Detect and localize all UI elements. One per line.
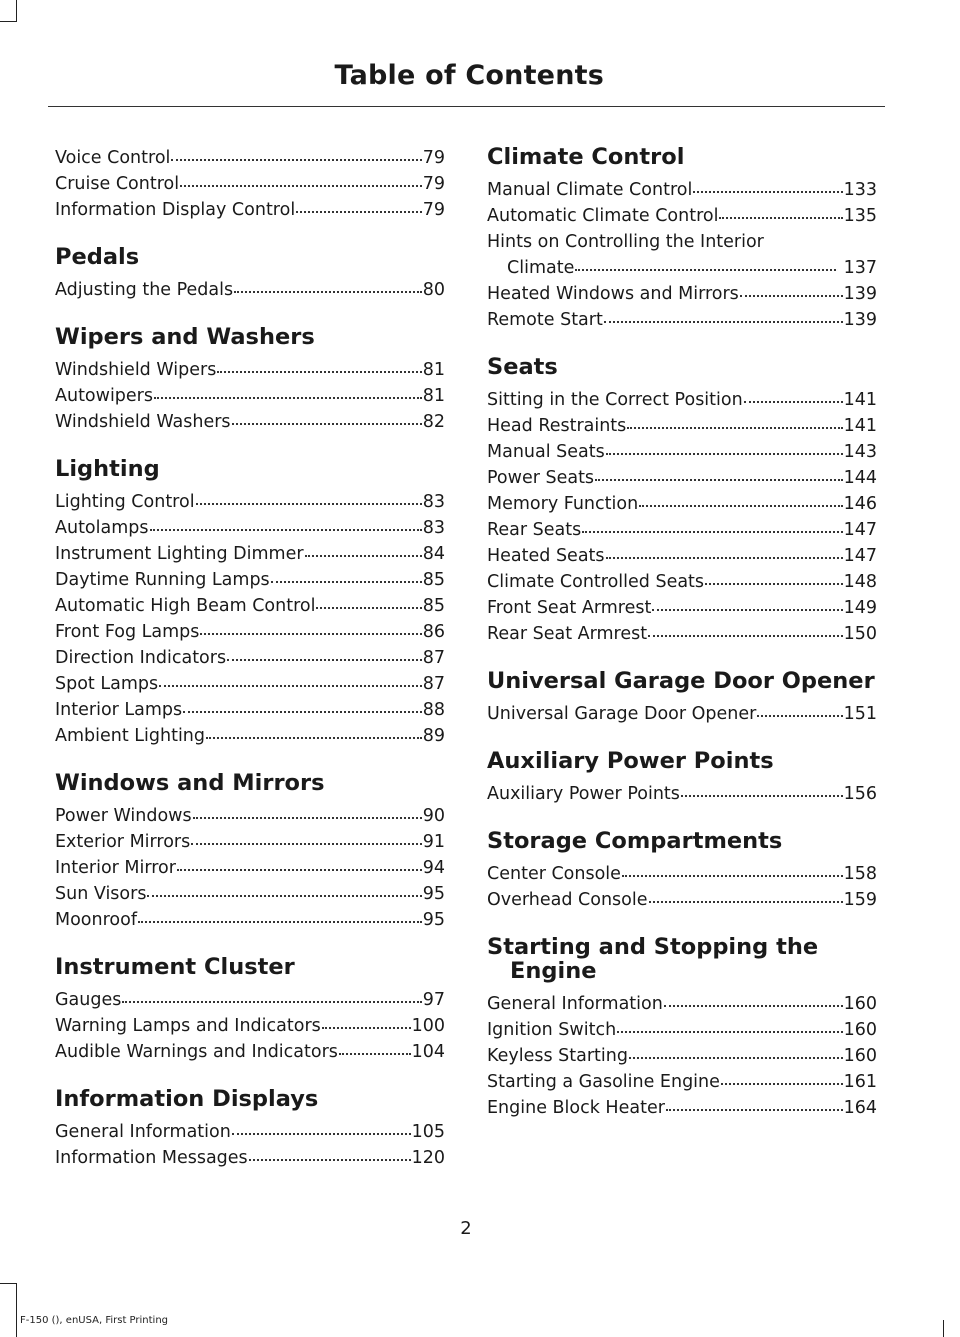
header-divider: [48, 106, 885, 107]
toc-entry-page: 141: [843, 416, 877, 436]
section-heading: Instrument Cluster: [55, 954, 295, 980]
toc-entry-page: 90: [422, 806, 445, 826]
leader-dots: [147, 894, 421, 897]
leader-dots: [639, 504, 842, 507]
toc-entry-title: Interior Mirror: [55, 858, 176, 878]
toc-entry-title: Heated Windows and Mirrors: [487, 284, 739, 304]
toc-entry[interactable]: [55, 697, 445, 723]
footer-edition-text: F-150 (), enUSA, First Printing: [20, 1315, 169, 1326]
leader-dots: [606, 556, 843, 559]
leader-dots: [150, 528, 422, 531]
toc-entry[interactable]: [55, 197, 445, 223]
leader-dots: [757, 714, 842, 717]
leader-dots: [296, 210, 422, 213]
leader-dots: [649, 900, 843, 903]
toc-entry[interactable]: [55, 671, 445, 697]
toc-entry[interactable]: [55, 593, 445, 619]
leader-dots: [200, 632, 421, 635]
toc-entry[interactable]: [487, 1069, 877, 1095]
toc-entry[interactable]: [55, 171, 445, 197]
leader-dots: [249, 1158, 411, 1161]
toc-entry-title: Spot Lamps: [55, 674, 159, 694]
toc-entry-title: Rear Seat Armrest: [487, 624, 648, 644]
crop-mark-top-left-v: [16, 0, 17, 22]
toc-entry[interactable]: [55, 1119, 445, 1145]
leader-dots: [595, 478, 843, 481]
toc-entry[interactable]: [55, 881, 445, 907]
toc-entry[interactable]: [487, 229, 877, 281]
toc-section: [487, 669, 877, 727]
toc-entry-title: Heated Seats: [487, 546, 605, 566]
toc-entry-title: Autowipers: [55, 386, 153, 406]
leader-dots: [122, 1000, 421, 1003]
section-gap: [487, 647, 877, 669]
toc-entry[interactable]: [55, 803, 445, 829]
toc-entry[interactable]: [55, 489, 445, 515]
crop-mark-bottom-left-h: [0, 1283, 17, 1284]
leader-dots: [681, 794, 843, 797]
crop-mark-bottom-right-v: [943, 1320, 944, 1337]
toc-entry-page: 95: [422, 910, 445, 930]
toc-entry-title: Climate Controlled Seats: [487, 572, 705, 592]
toc-entry-title: Starting a Gasoline Engine: [487, 1072, 720, 1092]
toc-entry[interactable]: [55, 855, 445, 881]
toc-entry-page: 105: [411, 1122, 445, 1142]
leader-dots: [664, 1004, 843, 1007]
leader-dots: [232, 1132, 411, 1135]
toc-entry[interactable]: [487, 887, 877, 913]
toc-entry[interactable]: [55, 829, 445, 855]
section-heading: Pedals: [55, 244, 140, 270]
toc-entry-title: Moonroof: [55, 910, 137, 930]
toc-entry-page: 81: [422, 360, 445, 380]
toc-entry[interactable]: [487, 595, 877, 621]
toc-entry-title: Manual Climate Control: [487, 180, 693, 200]
section-heading: Starting and Stopping the Engine: [487, 934, 819, 984]
section-gap: [487, 807, 877, 829]
toc-entry[interactable]: [55, 723, 445, 749]
toc-entry-page: 143: [843, 442, 877, 462]
toc-section: [487, 145, 877, 333]
toc-entry[interactable]: [487, 1017, 877, 1043]
toc-entry-page: 79: [422, 148, 445, 168]
toc-entry-page: 148: [843, 572, 877, 592]
toc-entry-page: 82: [422, 412, 445, 432]
toc-entry-page: 147: [843, 546, 877, 566]
toc-entry-title: Head Restraints: [487, 416, 627, 436]
leader-dots: [232, 422, 422, 425]
toc-entry[interactable]: [487, 491, 877, 517]
section-gap: [487, 727, 877, 749]
section-heading: Lighting: [55, 456, 160, 482]
leader-dots: [606, 452, 843, 455]
page-number: 2: [460, 1218, 472, 1239]
toc-entry-title: Sitting in the Correct Position: [487, 390, 743, 410]
toc-entry-title: Center Console: [487, 864, 621, 884]
leader-dots: [191, 842, 421, 845]
leader-dots: [582, 530, 842, 533]
toc-entry-page: 80: [422, 280, 445, 300]
toc-entry-title: Automatic Climate Control: [487, 206, 719, 226]
toc-entry-page: 156: [843, 784, 877, 804]
toc-entry-title: Gauges: [55, 990, 122, 1010]
leader-dots: [159, 684, 422, 687]
toc-entry[interactable]: [55, 1145, 445, 1171]
toc-section: [55, 771, 445, 933]
toc-entry-title: Ignition Switch: [487, 1020, 617, 1040]
toc-entry-title: General Information: [487, 994, 663, 1014]
toc-section: [55, 325, 445, 435]
toc-entry-page: 141: [843, 390, 877, 410]
toc-entry[interactable]: [487, 439, 877, 465]
toc-entry-title: Remote Start: [487, 310, 603, 330]
leader-dots: [180, 184, 422, 187]
section-heading: Information Displays: [55, 1086, 319, 1112]
toc-entry[interactable]: [55, 619, 445, 645]
leader-dots: [617, 1030, 842, 1033]
toc-entry-page: 150: [843, 624, 877, 644]
toc-entry[interactable]: [55, 541, 445, 567]
section-heading: Wipers and Washers: [55, 324, 315, 350]
leader-dots: [206, 736, 422, 739]
toc-entry-title: Sun Visors: [55, 884, 147, 904]
page-title: Table of Contents: [334, 60, 604, 91]
toc-entry-title: Rear Seats: [487, 520, 582, 540]
toc-entry-page: 94: [422, 858, 445, 878]
leader-dots: [234, 290, 422, 293]
toc-entry[interactable]: [487, 991, 877, 1017]
leader-dots: [622, 874, 843, 877]
toc-entry-page: 81: [422, 386, 445, 406]
toc-entry-title: Adjusting the Pedals: [55, 280, 234, 300]
leader-dots: [627, 426, 842, 429]
toc-entry-page: 85: [422, 570, 445, 590]
section-heading: Auxiliary Power Points: [487, 748, 774, 774]
leader-dots: [740, 294, 843, 297]
toc-entry-page: 139: [843, 284, 877, 304]
toc-entry-page: 159: [843, 890, 877, 910]
leader-dots: [305, 554, 422, 557]
toc-entry-title: Power Seats: [487, 468, 595, 488]
leader-dots: [183, 710, 422, 713]
toc-entry-title: Memory Function: [487, 494, 639, 514]
toc-entry-page: 137: [843, 258, 877, 278]
toc-entry[interactable]: [487, 387, 877, 413]
leader-dots: [721, 1082, 843, 1085]
toc-entry[interactable]: [487, 517, 877, 543]
section-gap: [487, 913, 877, 935]
toc-entry-title: Front Fog Lamps: [55, 622, 200, 642]
leader-dots: [652, 608, 842, 611]
leader-dots: [196, 502, 422, 505]
toc-entry[interactable]: [55, 409, 445, 435]
toc-entry[interactable]: [487, 861, 877, 887]
toc-entry-title: Manual Seats: [487, 442, 605, 462]
toc-entry-page: 160: [843, 1020, 877, 1040]
toc-section: [55, 955, 445, 1065]
toc-section: [487, 935, 877, 1121]
toc-entry[interactable]: [55, 907, 445, 933]
leader-dots: [138, 920, 422, 923]
leader-dots: [316, 606, 421, 609]
toc-entry-page: 86: [422, 622, 445, 642]
leader-dots: [705, 582, 843, 585]
toc-section: [487, 829, 877, 913]
leader-dots: [322, 1026, 411, 1029]
toc-entry-title: Windshield Wipers: [55, 360, 217, 380]
toc-entry-page: 83: [422, 492, 445, 512]
toc-section: [55, 145, 445, 223]
toc-entry[interactable]: [55, 515, 445, 541]
toc-entry-title: Automatic High Beam Control: [55, 596, 316, 616]
toc-entry-page: 97: [422, 990, 445, 1010]
toc-entry-page: 120: [411, 1148, 445, 1168]
toc-entry-title: Overhead Console: [487, 890, 648, 910]
toc-entry-page: 83: [422, 518, 445, 538]
toc-entry[interactable]: [55, 987, 445, 1013]
toc-entry-page: 88: [422, 700, 445, 720]
toc-entry-page: 146: [843, 494, 877, 514]
leader-dots: [693, 190, 842, 193]
toc-entry-title: Keyless Starting: [487, 1046, 628, 1066]
toc-entry-page: 144: [843, 468, 877, 488]
leader-dots: [648, 634, 842, 637]
toc-section: [55, 457, 445, 749]
toc-entry-title: Warning Lamps and Indicators: [55, 1016, 321, 1036]
leader-dots: [217, 370, 421, 373]
section-gap: [55, 933, 445, 955]
section-gap: [55, 1065, 445, 1087]
toc-entry[interactable]: [487, 203, 877, 229]
section-gap: [55, 435, 445, 457]
toc-entry-title: Universal Garage Door Opener: [487, 704, 757, 724]
toc-entry-page: 85: [422, 596, 445, 616]
leader-dots: [575, 268, 836, 271]
leader-dots: [177, 868, 422, 871]
toc-entry-title: General Information: [55, 1122, 231, 1142]
toc-entry[interactable]: [487, 1043, 877, 1069]
toc-entry[interactable]: [55, 567, 445, 593]
toc-entry-title: Ambient Lighting: [55, 726, 206, 746]
leader-dots: [719, 216, 842, 219]
toc-entry-title: Daytime Running Lamps: [55, 570, 270, 590]
toc-entry-page: 84: [422, 544, 445, 564]
leader-dots: [604, 320, 843, 323]
toc-section: [487, 749, 877, 807]
section-gap: [55, 749, 445, 771]
toc-entry-page: 135: [843, 206, 877, 226]
toc-entry-page: 100: [411, 1016, 445, 1036]
section-heading: Universal Garage Door Opener: [487, 668, 875, 694]
toc-entry-title: Autolamps: [55, 518, 149, 538]
leader-dots: [171, 158, 421, 161]
toc-entry-title: Audible Warnings and Indicators: [55, 1042, 338, 1062]
toc-entry-title-continued: Climate: [507, 258, 575, 278]
leader-dots: [666, 1108, 843, 1111]
toc-entry[interactable]: [55, 645, 445, 671]
toc-section: [487, 355, 877, 647]
leader-dots: [154, 396, 422, 399]
toc-entry[interactable]: [487, 281, 877, 307]
leader-dots: [339, 1052, 411, 1055]
toc-entry[interactable]: [487, 569, 877, 595]
toc-entry-page: 149: [843, 598, 877, 618]
leader-dots: [193, 816, 422, 819]
toc-entry[interactable]: [487, 413, 877, 439]
toc-entry[interactable]: [487, 1095, 877, 1121]
toc-entry-title: Interior Lamps: [55, 700, 183, 720]
toc-entry-title: Information Messages: [55, 1148, 248, 1168]
toc-left-column: [55, 145, 445, 1171]
toc-entry[interactable]: [487, 465, 877, 491]
toc-entry[interactable]: [487, 781, 877, 807]
section-heading: Storage Compartments: [487, 828, 783, 854]
toc-entry-page: 160: [843, 1046, 877, 1066]
section-gap: [55, 303, 445, 325]
toc-entry[interactable]: [55, 277, 445, 303]
toc-entry[interactable]: [55, 145, 445, 171]
section-heading: Climate Control: [487, 144, 685, 170]
section-heading: Windows and Mirrors: [55, 770, 325, 796]
leader-dots: [227, 658, 422, 661]
toc-entry-title: Cruise Control: [55, 174, 180, 194]
leader-dots: [629, 1056, 843, 1059]
section-heading: Seats: [487, 354, 558, 380]
toc-entry-title: Instrument Lighting Dimmer: [55, 544, 304, 564]
toc-entry[interactable]: [55, 1039, 445, 1065]
toc-entry-page: 160: [843, 994, 877, 1014]
toc-entry-continuation: [507, 255, 837, 281]
section-gap: [487, 333, 877, 355]
toc-entry-title: Voice Control: [55, 148, 171, 168]
toc-entry-title: Information Display Control: [55, 200, 296, 220]
toc-right-column: [487, 145, 877, 1121]
toc-entry[interactable]: [55, 1013, 445, 1039]
toc-entry-title: Direction Indicators: [55, 648, 227, 668]
toc-entry-title: Hints on Controlling the Interior: [487, 232, 764, 252]
toc-entry-page: 133: [843, 180, 877, 200]
toc-entry-title: Engine Block Heater: [487, 1098, 665, 1118]
toc-entry[interactable]: [487, 307, 877, 333]
toc-entry-title: Exterior Mirrors: [55, 832, 191, 852]
toc-entry[interactable]: [487, 621, 877, 647]
toc-entry-page: 104: [411, 1042, 445, 1062]
toc-entry-page: 87: [422, 648, 445, 668]
toc-entry-title: Power Windows: [55, 806, 192, 826]
leader-dots: [744, 400, 843, 403]
toc-entry-page: 164: [843, 1098, 877, 1118]
toc-entry[interactable]: [55, 357, 445, 383]
toc-entry-title: Auxiliary Power Points: [487, 784, 680, 804]
toc-entry[interactable]: [55, 383, 445, 409]
crop-mark-bottom-left-v: [16, 1283, 17, 1337]
toc-entry-title: Front Seat Armrest: [487, 598, 652, 618]
toc-section: [55, 1087, 445, 1171]
toc-entry[interactable]: [487, 177, 877, 203]
toc-entry-page: 79: [422, 174, 445, 194]
toc-entry-page: 89: [422, 726, 445, 746]
toc-entry-page: 139: [843, 310, 877, 330]
toc-entry-page: 91: [422, 832, 445, 852]
toc-entry-title: Lighting Control: [55, 492, 195, 512]
toc-entry-page: 158: [843, 864, 877, 884]
toc-entry-page: 95: [422, 884, 445, 904]
toc-entry-page: 79: [422, 200, 445, 220]
leader-dots: [271, 580, 422, 583]
toc-entry[interactable]: [487, 701, 877, 727]
toc-section: [55, 245, 445, 303]
section-gap: [55, 223, 445, 245]
toc-entry[interactable]: [487, 543, 877, 569]
toc-entry-page: 147: [843, 520, 877, 540]
toc-entry-page: 87: [422, 674, 445, 694]
crop-mark-top-left-h: [0, 21, 17, 22]
toc-entry-page: 151: [843, 704, 877, 724]
toc-entry-page: 161: [843, 1072, 877, 1092]
toc-entry-title: Windshield Washers: [55, 412, 231, 432]
